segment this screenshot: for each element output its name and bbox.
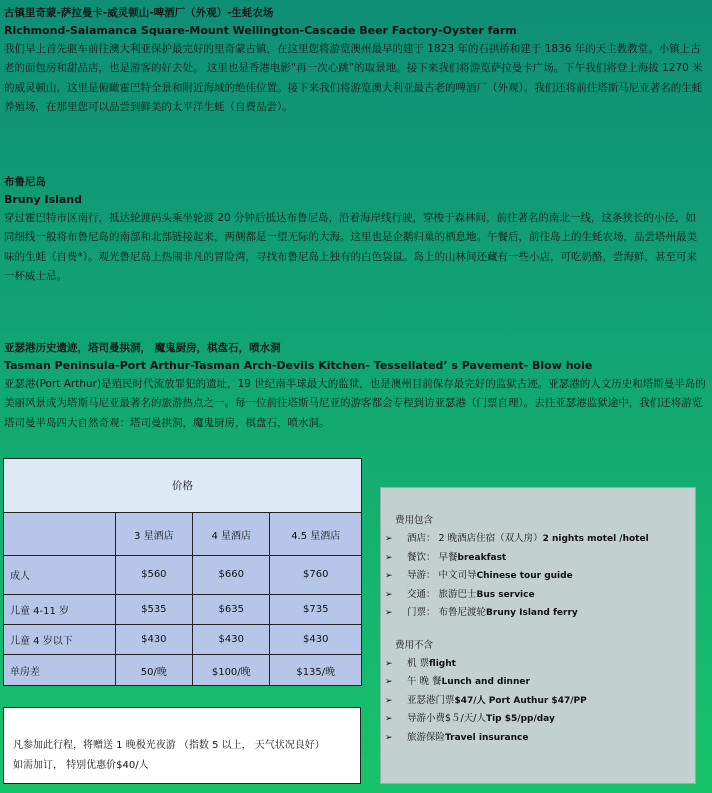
- list-item: [385, 729, 695, 748]
- arrow-bullet-icon: ➢: [385, 552, 393, 563]
- list-item: [385, 673, 695, 692]
- fee-item-cn: 门票： 布鲁尼渡轮: [407, 607, 487, 618]
- fee-item-en: Chinese tour guide: [476, 571, 573, 581]
- list-item: [385, 549, 695, 568]
- list-item: [385, 710, 695, 729]
- fee-item-en: Bruny Island ferry: [486, 608, 578, 618]
- itinerary-section-3: [4, 339, 706, 433]
- price-table: [3, 458, 362, 686]
- promo-note-line-1: 凡参加此行程，将赠送 1 晚极光夜游 （指数 5 以上， 天气状况良好）: [13, 740, 325, 751]
- fee-item-cn: 导游： 中文司导: [407, 570, 477, 581]
- list-item: [385, 567, 695, 586]
- fee-item-en: Bus service: [476, 589, 535, 600]
- row-label: 儿童 4-11 岁: [4, 594, 116, 624]
- section-title-cn: 布鲁尼岛: [4, 176, 46, 188]
- price-cell: $135/晚: [270, 655, 362, 686]
- price-cell: $635: [193, 594, 270, 624]
- list-item: [385, 655, 695, 674]
- price-cell: $430: [115, 624, 192, 654]
- fee-item-cn: 导游小费$５/天/人: [407, 713, 486, 724]
- fee-item-cn: 旅游保险: [407, 731, 446, 743]
- price-cell: $760: [270, 556, 362, 594]
- list-item: [385, 586, 695, 605]
- section-body: 穿过霍巴特市区南行，抵达轮渡码头乘坐轮渡 20 分钟后抵达布鲁尼岛，沿着海岸线行驶，穿梭于森林间，前往著名的南北一线，这条狭长的小径，如同细线一般将布鲁尼岛的南部和北部链接起来，两侧都是一望无际的大海。这里也是企鹅归巢的栖息地。午餐后，前往岛上的生蚝农场，品尝塔州最美味的生蚝（自费*）。观光鲁尼岛上热闹非凡的冒险湾，寻找布鲁尼岛上独有的白色袋鼠。岛上的山林间还藏有一些小店，可吃奶酪，尝海鲜，甚至可来一杯威士忌。: [4, 212, 697, 282]
- fee-item-en: Tip $5/pp/day: [485, 714, 555, 724]
- promo-note-line-2: 如需加订， 特别优惠价$40/人: [13, 760, 149, 771]
- header-4-5-star: 4.5 星酒店: [270, 513, 362, 556]
- fees-excluded-title: 费用不含: [395, 639, 434, 651]
- fee-item-cn: 酒店： 2 晚酒店住宿（双人房）: [407, 533, 543, 544]
- header-4-star: 4 星酒店: [193, 513, 270, 556]
- section-title-en: Tasman Peninsula-Port Arthur-Tasman Arch-Devils Kitchen- Tessellated’ s Pavement- Blow hole: [4, 359, 593, 372]
- price-cell: $100/晚: [193, 655, 270, 686]
- price-cell: $560: [115, 556, 192, 594]
- price-cell: $430: [193, 624, 270, 654]
- arrow-bullet-icon: ➢: [385, 534, 393, 544]
- fee-item-en: Lunch and dinner: [441, 677, 530, 687]
- list-item: [385, 604, 695, 623]
- header-empty-cell: [4, 513, 116, 556]
- itinerary-section-2: [4, 173, 706, 286]
- promo-note-box: [3, 707, 361, 784]
- fee-item-cn: 亚瑟港门票: [407, 694, 455, 706]
- arrow-bullet-icon: ➢: [385, 695, 393, 706]
- fee-item-en: $47/人 Port Authur $47/PP: [454, 695, 587, 706]
- fee-item-cn: 餐饮： 早餐: [407, 551, 458, 563]
- arrow-bullet-icon: ➢: [385, 714, 393, 724]
- header-3-star: 3 星酒店: [115, 513, 192, 556]
- section-body: 亚瑟港(Port Arthur)是殖民时代流放罪犯的遗址，19 世纪南半球最大的监狱，也是澳州目前保存最完好的监狱古迹。亚瑟港的人文历史和塔斯曼半岛的美丽风景成为塔斯马尼亚最著名的旅游热点之一。每一位前往塔斯马尼亚的游客都会专程到访亚瑟港（门票自理）。去往亚瑟港监狱途中，我们还将游览塔司曼半岛四大自然奇观：塔司曼拱洞，魔鬼厨房，棋盘石，喷水洞。: [4, 378, 706, 429]
- section-title-cn: 亚瑟港历史遗迹，塔司曼拱洞， 魔鬼厨房，棋盘石，喷水洞: [4, 342, 281, 354]
- arrow-bullet-icon: ➢: [385, 571, 393, 581]
- table-row: [4, 624, 362, 654]
- section-title-cn: 古镇里奇蒙-萨拉曼卡-威灵顿山-啤酒厂（外观）-生蚝农场: [4, 7, 274, 19]
- table-row: [4, 556, 362, 594]
- fees-box: [380, 487, 696, 784]
- section-title-en: Richmond-Salamanca Square-Mount Wellington-Cascade Beer Factory-Oyster farm: [4, 24, 517, 37]
- list-item: [385, 692, 695, 711]
- section-body: 我们早上首先驱车前往澳大利亚保护最完好的里奇蒙古镇，在这里您将游览澳州最早的建于 1823 年的石拱桥和建于 1836 年的天主教教堂。小镇上古老的面包房和甜品店，也是游客的好去处。 这里也是香港电影“再一次心跳”的取景地。接下来我们将游览萨拉曼卡广场。下午我们将登上海拔 1270 米的威灵顿山，这里是俯瞰霍巴特全景和附近海域的绝佳位置。接下来我们将游览澳大利亚最古老的啤酒厂（外观）。我们还将前往塔斯马尼亚著名的生蚝养殖场，在那里您可以品尝到鲜美的太平洋生蚝（自费品尝）。: [4, 43, 703, 113]
- row-label: 儿童 4 岁以下: [4, 624, 116, 654]
- itinerary-section-1: [4, 4, 706, 117]
- fee-item-en: breakfast: [457, 552, 507, 563]
- fee-item-cn: 午 晚 餐: [407, 676, 442, 687]
- fee-item-en: flight: [429, 658, 456, 669]
- table-row: [4, 594, 362, 624]
- fee-item-cn: 交通： 旅游巴士: [407, 588, 477, 600]
- arrow-bullet-icon: ➢: [385, 608, 393, 618]
- row-label: 成人: [4, 556, 116, 594]
- row-label: 单房差: [4, 655, 116, 686]
- section-title-en: Bruny Island: [4, 193, 83, 206]
- fees-included-title: 费用包含: [395, 515, 434, 526]
- price-cell: 50/晚: [115, 655, 192, 686]
- arrow-bullet-icon: ➢: [385, 658, 393, 669]
- price-cell: $660: [193, 556, 270, 594]
- list-item: [385, 530, 695, 549]
- price-table-title: 价格: [4, 459, 362, 513]
- fee-item-en: Travel insurance: [445, 732, 529, 743]
- fee-item-en: 2 nights motel /hotel: [542, 534, 649, 544]
- arrow-bullet-icon: ➢: [385, 589, 393, 600]
- table-row: [4, 655, 362, 686]
- fee-item-cn: 机 票: [407, 657, 430, 669]
- arrow-bullet-icon: ➢: [385, 677, 393, 687]
- price-cell: $535: [115, 594, 192, 624]
- price-cell: $430: [270, 624, 362, 654]
- price-cell: $735: [270, 594, 362, 624]
- arrow-bullet-icon: ➢: [385, 732, 393, 743]
